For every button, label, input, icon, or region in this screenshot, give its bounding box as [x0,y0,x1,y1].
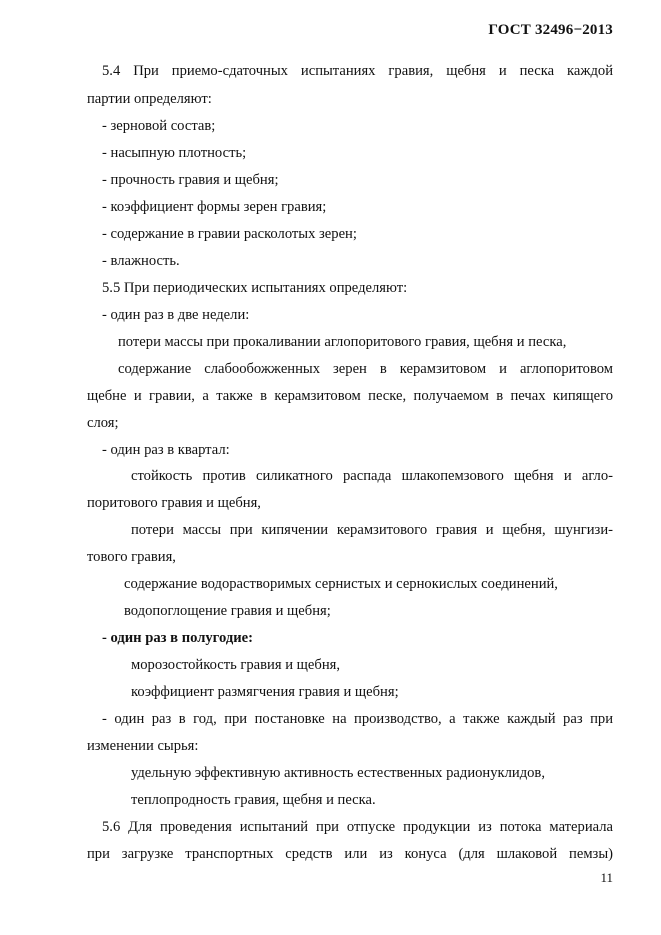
list-item-shape-coefficient: - коэффициент формы зерен гравия; [102,199,327,215]
list-item-grain-composition: - зерновой состав; [102,118,216,134]
item-underburned-grains-line-1: содержание слабообожженных зерен в керамзитовом и аглопоритовом [118,361,613,377]
paragraph-5-6-line-2: при загрузке транспортных средств или из конуса (для шлаковой пемзы) [87,846,613,862]
list-item-split-grains: - содержание в гравии расколотых зерен; [102,226,357,242]
item-ignition-mass-loss: потери массы при прокаливании аглопоритового гравия, щебня и песка, [118,334,567,350]
item-water-soluble-compounds: содержание водорастворимых сернистых и сернокислых соединений, [124,576,558,592]
paragraph-5-6-line-1: 5.6 Для проведения испытаний при отпуске продукции из потока материала [102,819,613,835]
item-thermal-conductivity: теплопродность гравия, щебня и песка. [131,792,376,808]
item-underburned-grains-line-2: щебне и гравии, а также в керамзитовом песке, получаемом в печах кипящего [87,388,613,404]
item-silicate-decay-line-1: стойкость против силикатного распада шлакопемзового щебня и агло- [131,468,613,484]
list-item-bulk-density: - насыпную плотность; [102,145,247,161]
paragraph-5-4-line-2: партии определяют: [87,91,212,107]
paragraph-5-4-line-1: 5.4 При приемо-сдаточных испытаниях гравия, щебня и песка каждой [102,63,613,79]
period-annual-line-2: изменении сырья: [87,738,199,754]
item-boiling-mass-loss-line-1: потери массы при кипячении керамзитового гравия и щебня, шунгизи- [131,522,613,538]
list-item-moisture: - влажность. [102,253,180,269]
period-annual-line-1: - один раз в год, при постановке на производство, а также каждый раз при [102,711,613,727]
item-boiling-mass-loss-line-2: тового гравия, [87,549,176,565]
paragraph-5-5-heading: 5.5 При периодических испытаниях определяют: [102,280,408,296]
document-header: ГОСТ 32496−2013 [488,22,613,38]
list-item-strength: - прочность гравия и щебня; [102,172,279,188]
period-semiannual: - один раз в полугодие: [102,630,253,646]
item-frost-resistance: морозостойкость гравия и щебня, [131,657,340,673]
item-water-absorption: водопоглощение гравия и щебня; [124,603,331,619]
period-quarterly: - один раз в квартал: [102,442,230,458]
item-underburned-grains-line-3: слоя; [87,415,119,431]
item-softening-coefficient: коэффициент размягчения гравия и щебня; [131,684,399,700]
period-every-two-weeks: - один раз в две недели: [102,307,250,323]
page-number: 11 [600,870,613,885]
item-silicate-decay-line-2: поритового гравия и щебня, [87,495,261,511]
item-radionuclide-activity: удельную эффективную активность естественных радионуклидов, [131,765,545,781]
